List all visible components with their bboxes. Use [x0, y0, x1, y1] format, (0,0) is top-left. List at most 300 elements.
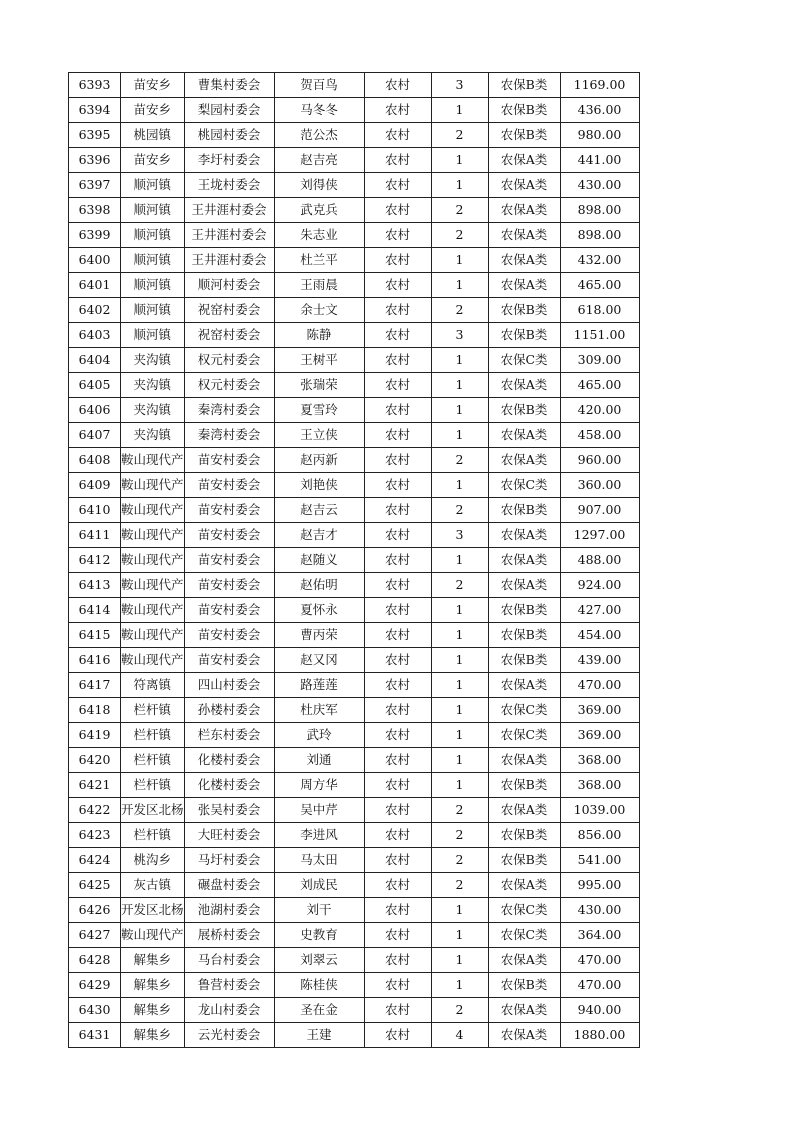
village-committee-cell: 秦湾村委会 — [184, 423, 274, 448]
amount-cell: 1297.00 — [560, 523, 639, 548]
table-row — [69, 798, 640, 823]
household-type-cell: 农村 — [364, 173, 431, 198]
record-number-cell: 6405 — [69, 373, 121, 398]
amount-cell: 360.00 — [560, 473, 639, 498]
insurance-category-cell: 农保A类 — [488, 273, 560, 298]
township-cell: 顺河镇 — [121, 298, 185, 323]
household-type-cell: 农村 — [364, 773, 431, 798]
record-number-cell: 6421 — [69, 773, 121, 798]
record-number-cell: 6419 — [69, 723, 121, 748]
household-type-cell: 农村 — [364, 473, 431, 498]
township-cell: 鞍山现代产 — [121, 648, 185, 673]
household-type-cell: 农村 — [364, 848, 431, 873]
village-committee-cell: 桃园村委会 — [184, 123, 274, 148]
township-cell: 顺河镇 — [121, 323, 185, 348]
family-size-cell: 2 — [431, 298, 488, 323]
amount-cell: 441.00 — [560, 148, 639, 173]
insurance-category-cell: 农保B类 — [488, 773, 560, 798]
amount-cell: 1039.00 — [560, 798, 639, 823]
village-committee-cell: 王井涯村委会 — [184, 198, 274, 223]
amount-cell: 369.00 — [560, 698, 639, 723]
household-type-cell: 农村 — [364, 523, 431, 548]
record-number-cell: 6429 — [69, 973, 121, 998]
township-cell: 夹沟镇 — [121, 398, 185, 423]
person-name-cell: 王建 — [274, 1023, 364, 1048]
village-committee-cell: 苗安村委会 — [184, 623, 274, 648]
amount-cell: 427.00 — [560, 598, 639, 623]
township-cell: 鞍山现代产 — [121, 523, 185, 548]
village-committee-cell: 苗安村委会 — [184, 523, 274, 548]
person-name-cell: 陈桂侠 — [274, 973, 364, 998]
family-size-cell: 2 — [431, 798, 488, 823]
person-name-cell: 杜庆军 — [274, 698, 364, 723]
table-row — [69, 948, 640, 973]
village-committee-cell: 祝窑村委会 — [184, 298, 274, 323]
record-number-cell: 6425 — [69, 873, 121, 898]
village-committee-cell: 鲁营村委会 — [184, 973, 274, 998]
household-type-cell: 农村 — [364, 448, 431, 473]
amount-cell: 1151.00 — [560, 323, 639, 348]
person-name-cell: 刘翠云 — [274, 948, 364, 973]
village-committee-cell: 曹集村委会 — [184, 73, 274, 98]
household-type-cell: 农村 — [364, 148, 431, 173]
person-name-cell: 李进风 — [274, 823, 364, 848]
township-cell: 鞍山现代产 — [121, 498, 185, 523]
insurance-category-cell: 农保A类 — [488, 748, 560, 773]
village-committee-cell: 梨园村委会 — [184, 98, 274, 123]
insurance-category-cell: 农保A类 — [488, 223, 560, 248]
person-name-cell: 王雨晨 — [274, 273, 364, 298]
family-size-cell: 1 — [431, 248, 488, 273]
person-name-cell: 史教育 — [274, 923, 364, 948]
person-name-cell: 刘通 — [274, 748, 364, 773]
family-size-cell: 1 — [431, 598, 488, 623]
amount-cell: 420.00 — [560, 398, 639, 423]
village-committee-cell: 化楼村委会 — [184, 748, 274, 773]
township-cell: 栏杆镇 — [121, 823, 185, 848]
person-name-cell: 刘艳侠 — [274, 473, 364, 498]
household-type-cell: 农村 — [364, 373, 431, 398]
insurance-category-cell: 农保B类 — [488, 648, 560, 673]
insurance-category-cell: 农保B类 — [488, 123, 560, 148]
amount-cell: 940.00 — [560, 998, 639, 1023]
table-row — [69, 1023, 640, 1048]
township-cell: 符离镇 — [121, 673, 185, 698]
record-number-cell: 6409 — [69, 473, 121, 498]
record-number-cell: 6399 — [69, 223, 121, 248]
amount-cell: 898.00 — [560, 223, 639, 248]
person-name-cell: 赵佑明 — [274, 573, 364, 598]
record-number-cell: 6404 — [69, 348, 121, 373]
table-row — [69, 673, 640, 698]
table-row — [69, 873, 640, 898]
person-name-cell: 吴中芹 — [274, 798, 364, 823]
record-number-cell: 6424 — [69, 848, 121, 873]
amount-cell: 960.00 — [560, 448, 639, 473]
table-row — [69, 998, 640, 1023]
village-committee-cell: 大旺村委会 — [184, 823, 274, 848]
insurance-category-cell: 农保A类 — [488, 148, 560, 173]
household-type-cell: 农村 — [364, 898, 431, 923]
village-committee-cell: 碾盘村委会 — [184, 873, 274, 898]
village-committee-cell: 马台村委会 — [184, 948, 274, 973]
family-size-cell: 1 — [431, 898, 488, 923]
table-row — [69, 773, 640, 798]
amount-cell: 1880.00 — [560, 1023, 639, 1048]
village-committee-cell: 苗安村委会 — [184, 498, 274, 523]
insurance-category-cell: 农保C类 — [488, 898, 560, 923]
township-cell: 鞍山现代产 — [121, 623, 185, 648]
record-number-cell: 6402 — [69, 298, 121, 323]
household-type-cell: 农村 — [364, 973, 431, 998]
insurance-category-cell: 农保C类 — [488, 923, 560, 948]
household-type-cell: 农村 — [364, 598, 431, 623]
village-committee-cell: 权元村委会 — [184, 373, 274, 398]
village-committee-cell: 王井涯村委会 — [184, 248, 274, 273]
household-type-cell: 农村 — [364, 548, 431, 573]
family-size-cell: 1 — [431, 273, 488, 298]
insurance-category-cell: 农保A类 — [488, 873, 560, 898]
amount-cell: 432.00 — [560, 248, 639, 273]
table-row — [69, 723, 640, 748]
family-size-cell: 2 — [431, 123, 488, 148]
township-cell: 顺河镇 — [121, 198, 185, 223]
insurance-category-cell: 农保A类 — [488, 423, 560, 448]
household-type-cell: 农村 — [364, 248, 431, 273]
household-type-cell: 农村 — [364, 623, 431, 648]
table-row — [69, 748, 640, 773]
household-type-cell: 农村 — [364, 748, 431, 773]
record-number-cell: 6411 — [69, 523, 121, 548]
record-number-cell: 6408 — [69, 448, 121, 473]
person-name-cell: 赵又冈 — [274, 648, 364, 673]
table-row — [69, 223, 640, 248]
table-row — [69, 298, 640, 323]
village-committee-cell: 栏东村委会 — [184, 723, 274, 748]
records-table — [68, 72, 640, 1048]
record-number-cell: 6418 — [69, 698, 121, 723]
family-size-cell: 1 — [431, 748, 488, 773]
record-number-cell: 6426 — [69, 898, 121, 923]
household-type-cell: 农村 — [364, 298, 431, 323]
record-number-cell: 6427 — [69, 923, 121, 948]
table-row — [69, 498, 640, 523]
person-name-cell: 圣在金 — [274, 998, 364, 1023]
person-name-cell: 王树平 — [274, 348, 364, 373]
record-number-cell: 6430 — [69, 998, 121, 1023]
insurance-category-cell: 农保A类 — [488, 1023, 560, 1048]
household-type-cell: 农村 — [364, 323, 431, 348]
person-name-cell: 赵吉才 — [274, 523, 364, 548]
record-number-cell: 6415 — [69, 623, 121, 648]
table-row — [69, 448, 640, 473]
township-cell: 夹沟镇 — [121, 348, 185, 373]
insurance-category-cell: 农保A类 — [488, 673, 560, 698]
amount-cell: 488.00 — [560, 548, 639, 573]
person-name-cell: 赵吉云 — [274, 498, 364, 523]
household-type-cell: 农村 — [364, 873, 431, 898]
person-name-cell: 陈静 — [274, 323, 364, 348]
table-row — [69, 823, 640, 848]
family-size-cell: 1 — [431, 423, 488, 448]
person-name-cell: 夏怀永 — [274, 598, 364, 623]
insurance-category-cell: 农保C类 — [488, 473, 560, 498]
family-size-cell: 1 — [431, 373, 488, 398]
village-committee-cell: 四山村委会 — [184, 673, 274, 698]
township-cell: 顺河镇 — [121, 223, 185, 248]
insurance-category-cell: 农保B类 — [488, 298, 560, 323]
family-size-cell: 1 — [431, 723, 488, 748]
amount-cell: 995.00 — [560, 873, 639, 898]
insurance-category-cell: 农保C类 — [488, 723, 560, 748]
table-row — [69, 273, 640, 298]
amount-cell: 465.00 — [560, 373, 639, 398]
record-number-cell: 6396 — [69, 148, 121, 173]
amount-cell: 541.00 — [560, 848, 639, 873]
table-row — [69, 398, 640, 423]
amount-cell: 856.00 — [560, 823, 639, 848]
household-type-cell: 农村 — [364, 698, 431, 723]
township-cell: 栏杆镇 — [121, 698, 185, 723]
village-committee-cell: 池湖村委会 — [184, 898, 274, 923]
township-cell: 鞍山现代产 — [121, 923, 185, 948]
village-committee-cell: 李圩村委会 — [184, 148, 274, 173]
township-cell: 苗安乡 — [121, 148, 185, 173]
amount-cell: 430.00 — [560, 173, 639, 198]
family-size-cell: 2 — [431, 448, 488, 473]
person-name-cell: 赵随义 — [274, 548, 364, 573]
table-row — [69, 373, 640, 398]
family-size-cell: 4 — [431, 1023, 488, 1048]
amount-cell: 618.00 — [560, 298, 639, 323]
township-cell: 鞍山现代产 — [121, 473, 185, 498]
insurance-category-cell: 农保A类 — [488, 173, 560, 198]
insurance-category-cell: 农保A类 — [488, 448, 560, 473]
village-committee-cell: 秦湾村委会 — [184, 398, 274, 423]
person-name-cell: 武玲 — [274, 723, 364, 748]
insurance-category-cell: 农保B类 — [488, 973, 560, 998]
table-row — [69, 98, 640, 123]
record-number-cell: 6406 — [69, 398, 121, 423]
amount-cell: 470.00 — [560, 948, 639, 973]
village-committee-cell: 苗安村委会 — [184, 473, 274, 498]
family-size-cell: 1 — [431, 698, 488, 723]
person-name-cell: 刘干 — [274, 898, 364, 923]
township-cell: 栏杆镇 — [121, 748, 185, 773]
insurance-category-cell: 农保A类 — [488, 998, 560, 1023]
family-size-cell: 3 — [431, 73, 488, 98]
family-size-cell: 1 — [431, 923, 488, 948]
insurance-category-cell: 农保C类 — [488, 348, 560, 373]
insurance-category-cell: 农保B类 — [488, 848, 560, 873]
table-row — [69, 198, 640, 223]
record-number-cell: 6423 — [69, 823, 121, 848]
amount-cell: 454.00 — [560, 623, 639, 648]
person-name-cell: 贺百鸟 — [274, 73, 364, 98]
table-row — [69, 548, 640, 573]
table-row — [69, 623, 640, 648]
amount-cell: 980.00 — [560, 123, 639, 148]
township-cell: 夹沟镇 — [121, 423, 185, 448]
family-size-cell: 1 — [431, 623, 488, 648]
amount-cell: 470.00 — [560, 973, 639, 998]
village-committee-cell: 苗安村委会 — [184, 448, 274, 473]
table-row — [69, 323, 640, 348]
record-number-cell: 6403 — [69, 323, 121, 348]
table-row — [69, 573, 640, 598]
village-committee-cell: 苗安村委会 — [184, 548, 274, 573]
record-number-cell: 6422 — [69, 798, 121, 823]
insurance-category-cell: 农保A类 — [488, 948, 560, 973]
household-type-cell: 农村 — [364, 923, 431, 948]
township-cell: 顺河镇 — [121, 173, 185, 198]
family-size-cell: 3 — [431, 523, 488, 548]
township-cell: 开发区北杨 — [121, 798, 185, 823]
person-name-cell: 赵吉亮 — [274, 148, 364, 173]
family-size-cell: 2 — [431, 848, 488, 873]
person-name-cell: 马太田 — [274, 848, 364, 873]
family-size-cell: 1 — [431, 98, 488, 123]
village-committee-cell: 云光村委会 — [184, 1023, 274, 1048]
table-row — [69, 973, 640, 998]
insurance-category-cell: 农保B类 — [488, 598, 560, 623]
record-number-cell: 6431 — [69, 1023, 121, 1048]
person-name-cell: 朱志业 — [274, 223, 364, 248]
record-number-cell: 6400 — [69, 248, 121, 273]
amount-cell: 1169.00 — [560, 73, 639, 98]
family-size-cell: 2 — [431, 498, 488, 523]
record-number-cell: 6416 — [69, 648, 121, 673]
family-size-cell: 2 — [431, 873, 488, 898]
table-row — [69, 173, 640, 198]
household-type-cell: 农村 — [364, 498, 431, 523]
insurance-category-cell: 农保B类 — [488, 323, 560, 348]
table-row — [69, 73, 640, 98]
amount-cell: 430.00 — [560, 898, 639, 923]
township-cell: 顺河镇 — [121, 248, 185, 273]
insurance-category-cell: 农保A类 — [488, 248, 560, 273]
household-type-cell: 农村 — [364, 648, 431, 673]
family-size-cell: 1 — [431, 973, 488, 998]
township-cell: 栏杆镇 — [121, 723, 185, 748]
insurance-category-cell: 农保A类 — [488, 548, 560, 573]
record-number-cell: 6398 — [69, 198, 121, 223]
insurance-category-cell: 农保A类 — [488, 373, 560, 398]
record-number-cell: 6394 — [69, 98, 121, 123]
household-type-cell: 农村 — [364, 1023, 431, 1048]
insurance-category-cell: 农保A类 — [488, 573, 560, 598]
village-committee-cell: 苗安村委会 — [184, 648, 274, 673]
person-name-cell: 武克兵 — [274, 198, 364, 223]
family-size-cell: 2 — [431, 573, 488, 598]
township-cell: 鞍山现代产 — [121, 448, 185, 473]
insurance-category-cell: 农保B类 — [488, 498, 560, 523]
household-type-cell: 农村 — [364, 123, 431, 148]
table-row — [69, 423, 640, 448]
record-number-cell: 6407 — [69, 423, 121, 448]
township-cell: 鞍山现代产 — [121, 573, 185, 598]
household-type-cell: 农村 — [364, 823, 431, 848]
household-type-cell: 农村 — [364, 73, 431, 98]
family-size-cell: 1 — [431, 948, 488, 973]
insurance-category-cell: 农保A类 — [488, 523, 560, 548]
village-committee-cell: 张吴村委会 — [184, 798, 274, 823]
record-number-cell: 6417 — [69, 673, 121, 698]
township-cell: 苗安乡 — [121, 73, 185, 98]
person-name-cell: 曹丙荣 — [274, 623, 364, 648]
table-row — [69, 923, 640, 948]
family-size-cell: 2 — [431, 223, 488, 248]
family-size-cell: 2 — [431, 998, 488, 1023]
household-type-cell: 农村 — [364, 348, 431, 373]
village-committee-cell: 王垅村委会 — [184, 173, 274, 198]
record-number-cell: 6395 — [69, 123, 121, 148]
table-row — [69, 598, 640, 623]
person-name-cell: 王立侠 — [274, 423, 364, 448]
insurance-category-cell: 农保A类 — [488, 198, 560, 223]
table-row — [69, 148, 640, 173]
amount-cell: 898.00 — [560, 198, 639, 223]
record-number-cell: 6410 — [69, 498, 121, 523]
family-size-cell: 1 — [431, 648, 488, 673]
person-name-cell: 刘得侠 — [274, 173, 364, 198]
family-size-cell: 1 — [431, 173, 488, 198]
insurance-category-cell: 农保C类 — [488, 698, 560, 723]
village-committee-cell: 孙楼村委会 — [184, 698, 274, 723]
amount-cell: 465.00 — [560, 273, 639, 298]
insurance-category-cell: 农保B类 — [488, 823, 560, 848]
person-name-cell: 杜兰平 — [274, 248, 364, 273]
village-committee-cell: 龙山村委会 — [184, 998, 274, 1023]
amount-cell: 309.00 — [560, 348, 639, 373]
family-size-cell: 1 — [431, 398, 488, 423]
household-type-cell: 农村 — [364, 98, 431, 123]
records-table-body — [69, 73, 640, 1048]
amount-cell: 364.00 — [560, 923, 639, 948]
record-number-cell: 6412 — [69, 548, 121, 573]
table-row — [69, 248, 640, 273]
record-number-cell: 6393 — [69, 73, 121, 98]
amount-cell: 470.00 — [560, 673, 639, 698]
table-row — [69, 473, 640, 498]
insurance-category-cell: 农保B类 — [488, 623, 560, 648]
family-size-cell: 3 — [431, 323, 488, 348]
township-cell: 鞍山现代产 — [121, 598, 185, 623]
township-cell: 夹沟镇 — [121, 373, 185, 398]
person-name-cell: 刘成民 — [274, 873, 364, 898]
township-cell: 解集乡 — [121, 1023, 185, 1048]
township-cell: 开发区北杨 — [121, 898, 185, 923]
insurance-category-cell: 农保B类 — [488, 73, 560, 98]
insurance-category-cell: 农保B类 — [488, 98, 560, 123]
township-cell: 鞍山现代产 — [121, 548, 185, 573]
township-cell: 解集乡 — [121, 973, 185, 998]
village-committee-cell: 祝窑村委会 — [184, 323, 274, 348]
amount-cell: 924.00 — [560, 573, 639, 598]
record-number-cell: 6414 — [69, 598, 121, 623]
family-size-cell: 1 — [431, 348, 488, 373]
village-committee-cell: 顺河村委会 — [184, 273, 274, 298]
household-type-cell: 农村 — [364, 673, 431, 698]
record-number-cell: 6397 — [69, 173, 121, 198]
family-size-cell: 1 — [431, 773, 488, 798]
household-type-cell: 农村 — [364, 573, 431, 598]
table-row — [69, 523, 640, 548]
person-name-cell: 马冬冬 — [274, 98, 364, 123]
township-cell: 顺河镇 — [121, 273, 185, 298]
township-cell: 栏杆镇 — [121, 773, 185, 798]
amount-cell: 436.00 — [560, 98, 639, 123]
